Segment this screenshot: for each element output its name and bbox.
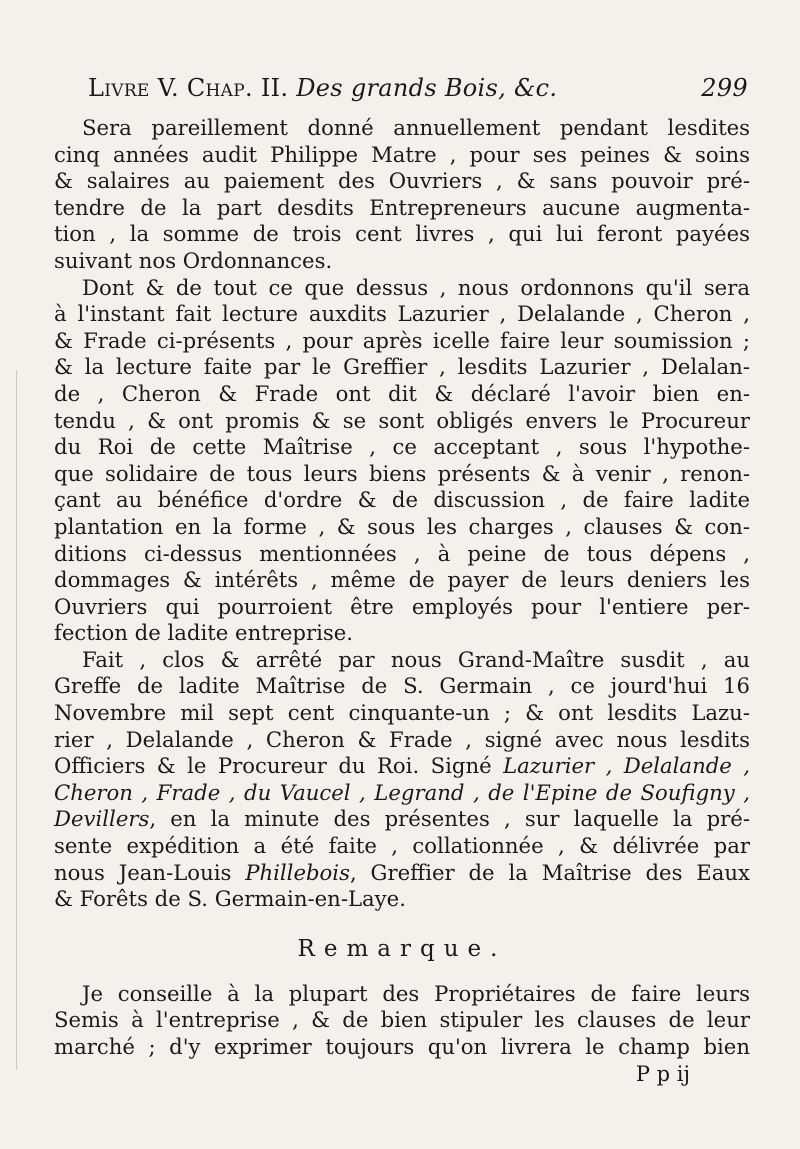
text-line: sente expédition a été faite , collationnée , & délivrée par [54,833,750,859]
text-line: à l'instant fait lecture auxdits Lazurier , Delalande , Cheron , [54,301,750,327]
header-title: Des grands Bois, &c. [296,74,558,102]
signature-names: Lazurier , Delalande , [503,753,750,779]
text-line: Semis à l'entreprise , & de bien stipuler les clauses de leur [54,1007,750,1033]
signature-names: Devillers [54,806,150,832]
text-line: rier , Delalande , Cheron & Frade , signé avec nous lesdits [54,726,750,752]
text-line: tion , la somme de trois cent livres , qui lui feront payées [54,221,750,247]
text-line: fection de ladite entreprise. [54,620,354,646]
text-line: tendre de la part desdits Entrepreneurs aucune augmenta- [54,194,750,220]
clerk-name: Phillebois [245,859,350,885]
section-gap [54,913,750,927]
text-line: tendu , & ont promis & se sont obligés envers le Procureur [54,407,750,433]
remarque-heading: Remarque. [297,935,507,962]
text-line: suivant nos Ordonnances. [54,247,333,273]
text-line: plantation en la forme , & sous les charges , clauses & con- [54,513,750,539]
text-fragment: , Greffier de la Maîtrise des Eaux [349,859,750,885]
signature-names: Cheron , Frade , du Vaucel , Legrand , de l'Epine de Soufigny , [54,779,750,805]
text-line: que solidaire de tous leurs biens présents & à venir , renon- [54,460,750,486]
catchword: P p ij [635,1061,690,1086]
text-line: & la lecture faite par le Greffier , lesdits Lazurier , Delalan- [54,354,750,380]
text-line: & Forêts de S. Germain-en-Laye. [54,886,406,912]
text-line [54,860,750,887]
text-line: dommages & intérêts , même de payer de leurs deniers les [54,567,750,593]
text-fragment: , en la minute des présentes , sur laquelle la pré- [149,806,750,832]
text-line [54,780,750,807]
text-line: du Roi de cette Maîtrise , ce acceptant , sous l'hypothe- [54,434,750,460]
text-line: marché ; d'y exprimer toujours qu'on livrera le champ bien [54,1034,750,1059]
page-shadow-rule [16,370,17,1070]
text-line: ditions ci-dessus mentionnées , à peine de tous dépens , [54,540,750,566]
text-line: Ouvriers qui pourroient être employés pour l'entiere per- [54,593,750,619]
section-gap [54,967,750,981]
header-chapter: Chap. II. [186,74,289,102]
text-line [54,806,750,833]
header-book: Livre V. [88,74,179,102]
page-number: 299 [701,74,748,102]
running-header [88,74,748,102]
text-line: Sera pareillement donné annuellement pendant lesdites [82,115,750,140]
text-fragment: Officiers & le Procureur du Roi. Signé [54,753,492,779]
text-line: Greffe de ladite Maîtrise de S. Germain , ce jourd'hui 16 [54,673,750,699]
page-body [54,115,750,1087]
text-line: Dont & de tout ce que dessus , nous ordonnons qu'il sera [82,274,750,300]
text-line: Novembre mil sept cent cinquante-un ; & ont lesdits Lazu- [54,700,750,726]
text-line: çant au bénéfice d'ordre & de discussion , de faire ladite [54,487,750,513]
text-line: de , Cheron & Frade ont dit & déclaré l'avoir bien en- [54,380,750,406]
text-line: cinq années audit Philippe Matre , pour ses peines & soins [54,141,750,167]
text-line: & salaires au paiement des Ouvriers , & sans pouvoir pré- [54,168,750,194]
text-line: & Frade ci-présents , pour après icelle faire leur soumission ; [54,327,750,353]
text-line: Je conseille à la plupart des Propriétaires de faire leurs [82,980,750,1006]
text-line: Fait , clos & arrêté par nous Grand-Maître susdit , au [82,646,750,672]
text-fragment: nous Jean-Louis [54,859,232,885]
text-line [54,753,750,780]
